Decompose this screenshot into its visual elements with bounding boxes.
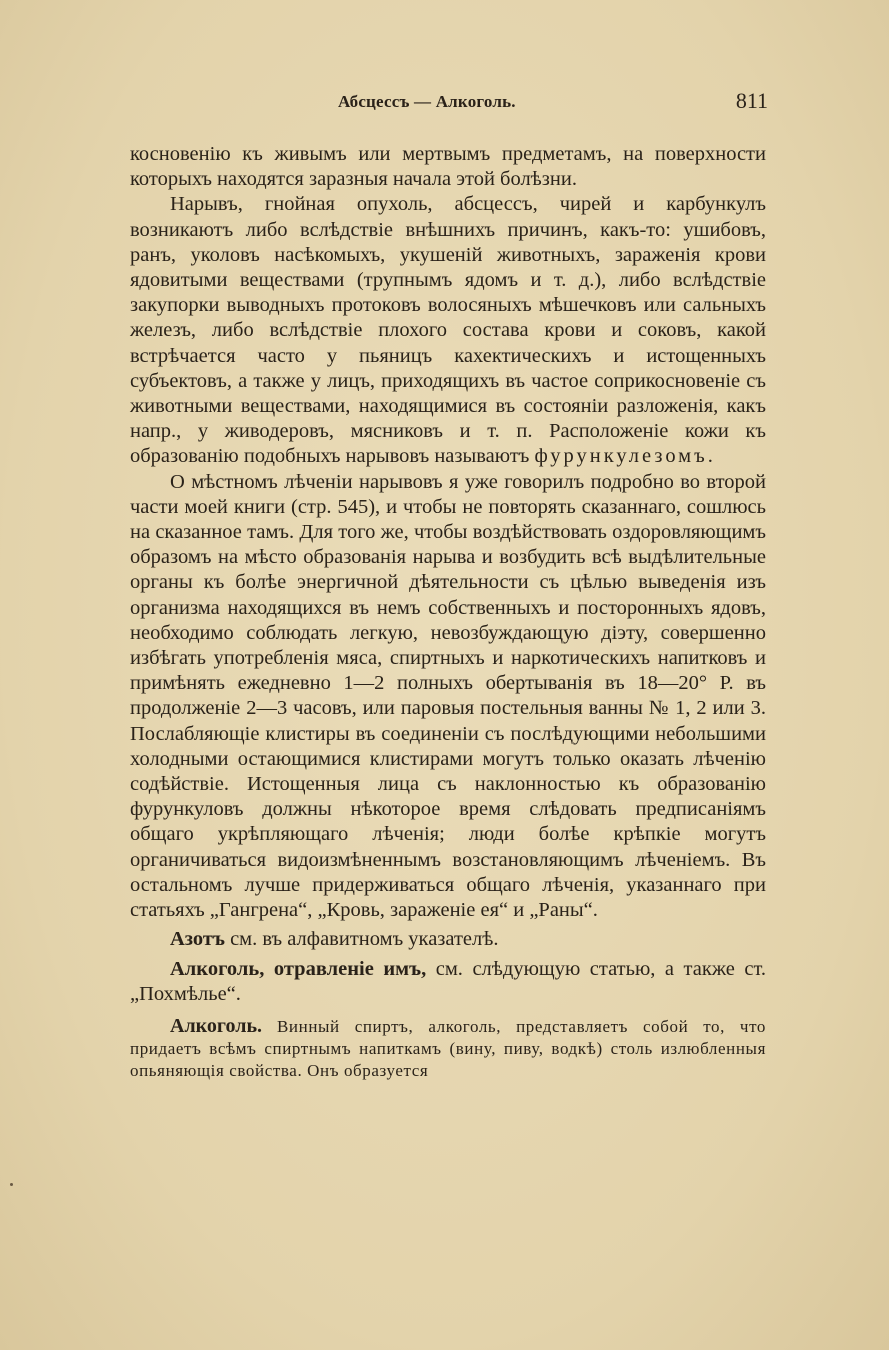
entry-alcohol-poisoning: [130, 957, 766, 1007]
paragraph-end: .: [707, 445, 713, 468]
entry-azot: [130, 927, 766, 952]
entry-alcohol-text: Винный спиртъ, алкоголь, представляетъ собой то, что придаетъ всѣмъ спиртнымъ напиткамъ (вину, пиву, водкѣ) столь излюбленныя опьяняющія свойства. Онъ образуется: [130, 1016, 766, 1080]
entry-azot-text: см. въ алфавитномъ указателѣ.: [224, 928, 499, 951]
paragraph-treatment: О мѣстномъ лѣченіи нарывовъ я уже говорилъ подробно во второй части моей книги (стр. 545), и чтобы не повторять сказаннаго, сошлюсь на сказанное тамъ. Для того же, чтобы воздѣйствовать оздоровляющимъ образомъ на мѣсто образованія нарыва и возбудить всѣ выдѣлительные органы къ болѣе энергичной дѣятельности съ цѣлью выведенія изъ организма находящихся въ немъ собственныхъ и посторонныхъ ядовъ, необходимо соблюдать легкую, невозбуждающую діэту, совершенно избѣгать употребленія мяса, спиртныхъ и наркотическихъ напитковъ и примѣнять ежедневно 1—2 полныхъ обертыванія въ 18—20° Р. въ продолженіе 2—3 часовъ, или паровыя постельныя ванны № 1, 2 или 3. Послабляющіе клистиры въ соединеніи съ послѣдующими небольшими холодными остающимися клистирами могутъ только оказать лѣченію содѣйствіе. Истощенныя лица съ наклонностью къ образованію фурункуловъ должны нѣкоторое время слѣдовать предписаніямъ общаго укрѣпляющаго лѣченія; люди болѣе крѣпкіе могутъ органичиваться видоизмѣненнымъ возстановляющимъ лѣченіемъ. Въ остальномъ лучше придерживаться общаго лѣченія, указаннаго при статьяхъ „Гангрена“, „Кровь, зараженіе ея“ и „Раны“.: [130, 470, 766, 922]
term-furunculosis: фурункулезомъ: [534, 445, 708, 468]
body-text: [130, 142, 766, 1082]
entry-alcohol-head: Алкоголь.: [170, 1014, 263, 1037]
margin-speck: [10, 1183, 13, 1186]
entry-alcohol-poisoning-head: Алкоголь, отравленіе имъ,: [170, 957, 427, 980]
entry-alcohol-poisoning-text: см. слѣдующую статью, а также ст. „Похмѣлье“.: [130, 957, 766, 1005]
paragraph-text: Нарывъ, гнойная опухоль, абсцессъ, чирей и карбункулъ возникаютъ либо вслѣдствіе внѣшнихъ причинъ, какъ-то: ушибовъ, ранъ, уколовъ насѣкомыхъ, укушеній животныхъ, зараженія крови ядовитыми веществами (трупнымъ ядомъ и т. д.), либо вслѣдствіе закупорки выводныхъ протоковъ волосяныхъ мѣшечковъ или сальныхъ железъ, либо вслѣдствіе плохого состава крови и соковъ, какой встрѣчается часто у пьяницъ кахектическихъ и истощенныхъ субъектовъ, а также у лицъ, приходящихъ въ частое соприкосновеніе съ животными веществами, находящимися въ состояніи разложенія, какъ напр., у живодеровъ, мясниковъ и т. п. Расположеніе кожи къ образованію подобныхъ нарывовъ называютъ: [130, 193, 766, 468]
page-number: 811: [735, 88, 768, 113]
running-title: Абсцессъ — Алкоголь.: [338, 92, 516, 111]
entry-alcohol: [130, 1015, 766, 1082]
paragraph-continuation: косновенію къ живымъ или мертвымъ предметамъ, на поверхности которыхъ находятся заразныя начала этой болѣзни.: [130, 143, 766, 191]
entry-azot-head: Азотъ: [170, 928, 225, 951]
page-header: [130, 90, 770, 116]
paragraph-abscess-causes: [130, 192, 766, 469]
